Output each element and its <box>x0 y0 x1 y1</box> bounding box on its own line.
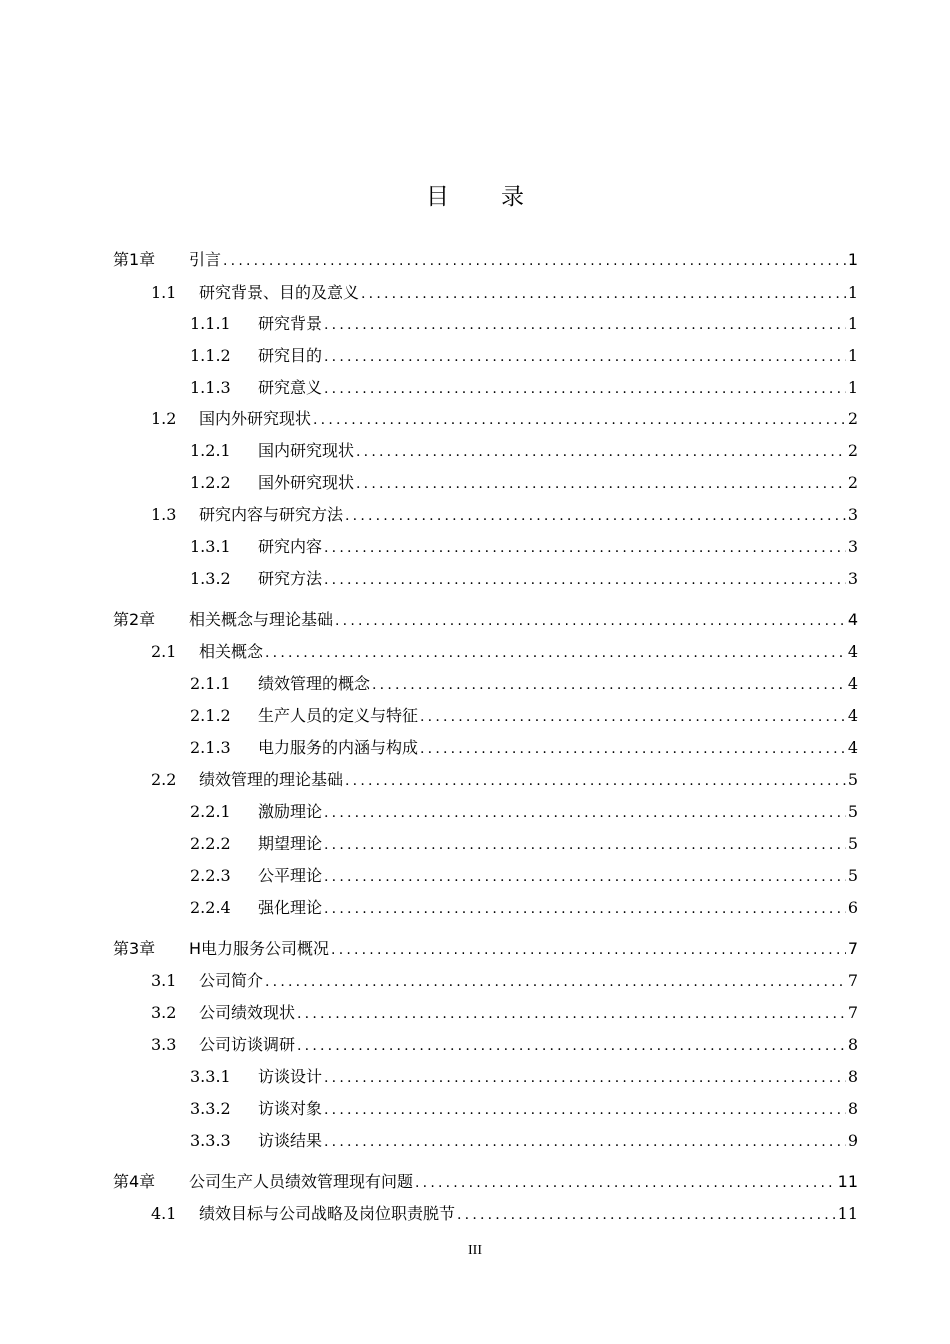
toc-entry[interactable] <box>151 1200 858 1224</box>
toc-entry-page: 3 <box>847 537 858 556</box>
toc-entry-number: 第1章 <box>113 250 156 269</box>
toc-entry[interactable] <box>151 999 858 1023</box>
toc-entry-number: 第3章 <box>113 939 156 958</box>
toc-entry-title: 研究内容与研究方法 <box>199 505 344 524</box>
toc-entry-page: 8 <box>847 1035 858 1054</box>
toc-leader-dots <box>356 443 846 461</box>
toc-leader-dots <box>324 539 846 557</box>
toc-entry-page: 2 <box>847 409 858 428</box>
toc-entry-page: 8 <box>847 1067 858 1086</box>
toc-entry-page: 11 <box>837 1204 858 1223</box>
toc-leader-dots <box>324 1101 846 1119</box>
toc-entry-number: 1.1.2 <box>190 346 231 365</box>
toc-entry-title: 公司生产人员绩效管理现有问题 <box>189 1172 414 1191</box>
toc-entry[interactable] <box>151 967 858 991</box>
toc-entry-page: 1 <box>847 283 858 302</box>
toc-entry[interactable] <box>113 935 858 959</box>
toc-entry-title: 绩效管理的概念 <box>258 674 371 693</box>
toc-entry-number: 2.1.2 <box>190 706 231 725</box>
toc-entry-number: 2.2.4 <box>190 898 231 917</box>
toc-entry-title: 绩效管理的理论基础 <box>199 770 344 789</box>
toc-entry[interactable] <box>190 565 858 589</box>
toc-entry[interactable] <box>151 279 858 303</box>
toc-entry-page: 3 <box>847 505 858 524</box>
toc-entry-page: 4 <box>847 610 858 629</box>
toc-entry-number: 3.2 <box>151 1003 177 1022</box>
toc-entry-page: 4 <box>847 674 858 693</box>
toc-entry-page: 9 <box>847 1131 858 1150</box>
toc-entry-page: 4 <box>847 642 858 661</box>
toc-leader-dots <box>324 900 846 918</box>
toc-leader-dots <box>324 868 846 886</box>
toc-entry-title: 研究目的 <box>258 346 323 365</box>
toc-leader-dots <box>361 285 846 303</box>
toc-entry-title: 公司绩效现状 <box>199 1003 296 1022</box>
toc-entry-number: 2.2.1 <box>190 802 231 821</box>
toc-entry[interactable] <box>113 246 858 270</box>
toc-entry[interactable] <box>190 862 858 886</box>
toc-leader-dots <box>420 708 846 726</box>
toc-leader-dots <box>324 1133 846 1151</box>
toc-entry-title: 相关概念 <box>199 642 264 661</box>
toc-entry-page: 5 <box>847 866 858 885</box>
toc-entry-title: 国内外研究现状 <box>199 409 312 428</box>
toc-entry-title: 引言 <box>189 250 222 269</box>
toc-entry-page: 1 <box>847 314 858 333</box>
toc-entry-number: 1.3.1 <box>190 537 231 556</box>
toc-entry[interactable] <box>113 606 858 630</box>
toc-entry-page: 8 <box>847 1099 858 1118</box>
toc-leader-dots <box>356 475 846 493</box>
toc-entry-page: 7 <box>847 1003 858 1022</box>
toc-entry-number: 3.3 <box>151 1035 177 1054</box>
toc-entry-number: 1.2.1 <box>190 441 231 460</box>
toc-entry[interactable] <box>151 1031 858 1055</box>
toc-entry[interactable] <box>190 310 858 334</box>
toc-leader-dots <box>297 1037 846 1055</box>
toc-entry-number: 1.3 <box>151 505 177 524</box>
toc-entry[interactable] <box>113 1168 858 1192</box>
toc-entry-number: 3.1 <box>151 971 177 990</box>
toc-entry-number: 1.1.3 <box>190 378 231 397</box>
toc-entry-title: 期望理论 <box>258 834 323 853</box>
toc-entry-page: 5 <box>847 770 858 789</box>
toc-entry-page: 4 <box>847 706 858 725</box>
toc-entry-number: 2.1.3 <box>190 738 231 757</box>
toc-entry[interactable] <box>190 734 858 758</box>
toc-entry-number: 4.1 <box>151 1204 177 1223</box>
toc-entry-title: 公司简介 <box>199 971 264 990</box>
toc-leader-dots <box>297 1005 846 1023</box>
toc-entry-title: 研究意义 <box>258 378 323 397</box>
toc-entry[interactable] <box>190 702 858 726</box>
toc-entry-number: 2.2 <box>151 770 177 789</box>
toc-entry[interactable] <box>190 1063 858 1087</box>
toc-entry-title: 公司访谈调研 <box>199 1035 296 1054</box>
toc-entry-page: 4 <box>847 738 858 757</box>
toc-entry[interactable] <box>151 766 858 790</box>
toc-entry[interactable] <box>151 405 858 429</box>
toc-leader-dots <box>345 507 846 525</box>
toc-title-right: 录 <box>501 184 524 210</box>
toc-leader-dots <box>324 380 846 398</box>
toc-entry-page: 7 <box>847 971 858 990</box>
toc-entry-title: 电力服务的内涵与构成 <box>258 738 419 757</box>
toc-entry-number: 3.3.3 <box>190 1131 231 1150</box>
toc-leader-dots <box>324 348 846 366</box>
toc-title <box>0 178 950 211</box>
toc-entry-page: 1 <box>847 346 858 365</box>
toc-entry-number: 1.2.2 <box>190 473 231 492</box>
toc-leader-dots <box>324 804 846 822</box>
toc-entry-number: 1.1 <box>151 283 177 302</box>
toc-entry[interactable] <box>190 533 858 557</box>
toc-leader-dots <box>324 836 846 854</box>
toc-entry-number: 1.1.1 <box>190 314 231 333</box>
toc-leader-dots <box>345 772 846 790</box>
toc-entry-title: 研究方法 <box>258 569 323 588</box>
toc-entry[interactable] <box>151 638 858 662</box>
toc-leader-dots <box>223 252 846 270</box>
toc-leader-dots <box>324 571 846 589</box>
toc-leader-dots <box>313 411 846 429</box>
toc-entry-page: 2 <box>847 441 858 460</box>
toc-leader-dots <box>457 1206 836 1224</box>
toc-entry-number: 2.1 <box>151 642 177 661</box>
toc-entry-title: 访谈对象 <box>258 1099 323 1118</box>
toc-entry-title: 国外研究现状 <box>258 473 355 492</box>
toc-leader-dots <box>372 676 846 694</box>
toc-entry-title: 激励理论 <box>258 802 323 821</box>
toc-entry-page: 1 <box>847 250 858 269</box>
toc-entry-number: 2.2.3 <box>190 866 231 885</box>
toc-leader-dots <box>331 941 846 959</box>
toc-entry-title: 生产人员的定义与特征 <box>258 706 419 725</box>
toc-entry-title: 国内研究现状 <box>258 441 355 460</box>
toc-entry[interactable] <box>190 374 858 398</box>
toc-entry[interactable] <box>190 830 858 854</box>
toc-leader-dots <box>420 740 846 758</box>
toc-entry-page: 6 <box>847 898 858 917</box>
toc-entry-title: H电力服务公司概况 <box>189 939 330 958</box>
toc-entry-number: 3.3.2 <box>190 1099 231 1118</box>
toc-entry-page: 5 <box>847 834 858 853</box>
toc-leader-dots <box>265 644 846 662</box>
toc-leader-dots <box>324 316 846 334</box>
toc-entry[interactable] <box>190 670 858 694</box>
toc-leader-dots <box>265 973 846 991</box>
toc-entry-page: 7 <box>847 939 858 958</box>
toc-entry[interactable] <box>190 342 858 366</box>
toc-title-left: 目 <box>426 184 449 210</box>
toc-entry[interactable] <box>151 501 858 525</box>
toc-entry-title: 相关概念与理论基础 <box>189 610 334 629</box>
toc-leader-dots <box>324 1069 846 1087</box>
toc-leader-dots <box>335 612 846 630</box>
toc-entry-number: 第2章 <box>113 610 156 629</box>
toc-entry[interactable] <box>190 894 858 918</box>
toc-entry-number: 1.3.2 <box>190 569 231 588</box>
toc-entry-title: 绩效目标与公司战略及岗位职责脱节 <box>199 1204 456 1223</box>
toc-entry-number: 1.2 <box>151 409 177 428</box>
toc-entry-number: 2.2.2 <box>190 834 231 853</box>
toc-entry-title: 访谈设计 <box>258 1067 323 1086</box>
page-number-footer: III <box>468 1243 482 1258</box>
toc-leader-dots <box>415 1174 836 1192</box>
toc-entry-page: 1 <box>847 378 858 397</box>
toc-entry-title: 访谈结果 <box>258 1131 323 1150</box>
toc-entry-page: 5 <box>847 802 858 821</box>
toc-entry[interactable] <box>190 469 858 493</box>
toc-entry-number: 3.3.1 <box>190 1067 231 1086</box>
toc-entry-title: 公平理论 <box>258 866 323 885</box>
toc-entry-title: 研究背景 <box>258 314 323 333</box>
toc-entry-title: 强化理论 <box>258 898 323 917</box>
toc-entry-page: 11 <box>837 1172 858 1191</box>
toc-entry-page: 3 <box>847 569 858 588</box>
toc-entry-page: 2 <box>847 473 858 492</box>
toc-entry[interactable] <box>190 437 858 461</box>
toc-entry[interactable] <box>190 1127 858 1151</box>
toc-entry-title: 研究背景、目的及意义 <box>199 283 360 302</box>
toc-entry[interactable] <box>190 1095 858 1119</box>
toc-entry-number: 第4章 <box>113 1172 156 1191</box>
toc-entry-number: 2.1.1 <box>190 674 231 693</box>
toc-entry-title: 研究内容 <box>258 537 323 556</box>
toc-entry[interactable] <box>190 798 858 822</box>
